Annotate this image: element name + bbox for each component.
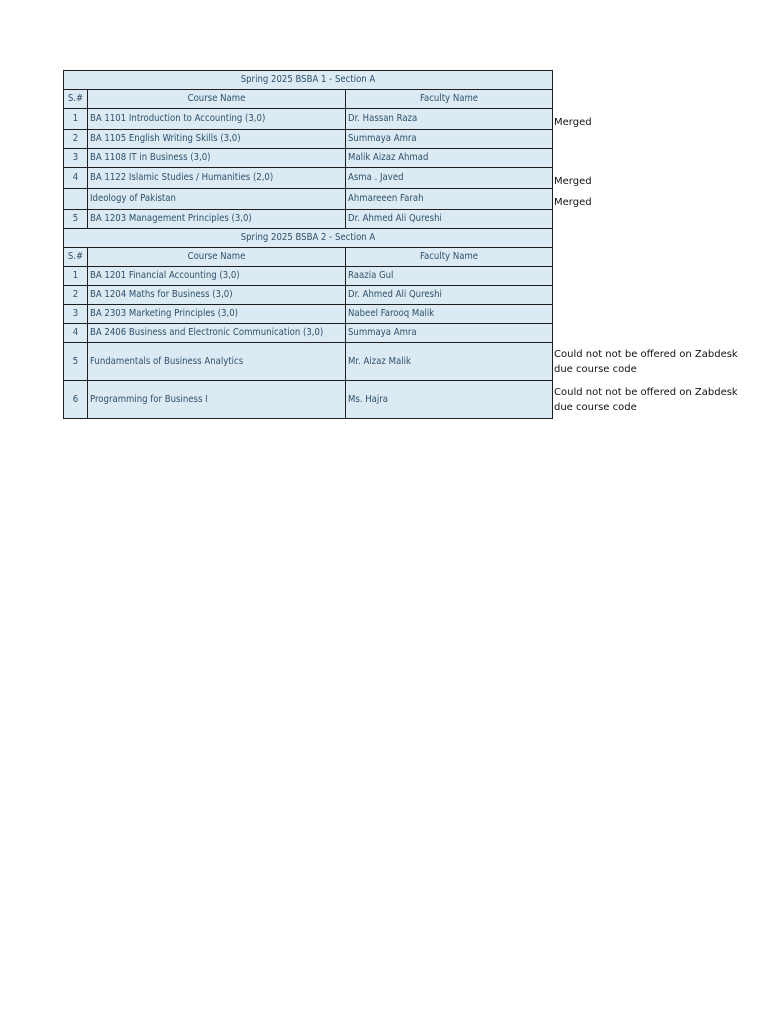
section-title-row [64, 229, 753, 248]
cell-sn: 1 [64, 109, 88, 130]
cell-course: BA 1201 Financial Accounting (3,0) [88, 267, 346, 286]
cell-faculty: Ahmareeen Farah [346, 189, 553, 210]
header-row [64, 90, 753, 109]
table-row [64, 149, 753, 168]
table-row [64, 343, 753, 381]
cell-note [553, 324, 753, 343]
cell-course: Fundamentals of Business Analytics [88, 343, 346, 381]
cell-course: BA 2303 Marketing Principles (3,0) [88, 305, 346, 324]
cell-note: Merged [554, 196, 592, 208]
table-row [64, 189, 753, 210]
table-row [64, 109, 753, 130]
header-sn: S.# [64, 90, 88, 109]
cell-sn: 5 [64, 210, 88, 229]
cell-faculty: Nabeel Farooq Malik [346, 305, 553, 324]
cell-faculty: Dr. Hassan Raza [346, 109, 553, 130]
cell-faculty: Asma . Javed [346, 168, 553, 189]
cell-course: Programming for Business I [88, 381, 346, 419]
table-row [64, 210, 753, 229]
cell-note [553, 305, 753, 324]
table-row [64, 381, 753, 419]
cell-sn: 4 [64, 324, 88, 343]
cell-course: BA 1105 English Writing Skills (3,0) [88, 130, 346, 149]
cell-faculty: Dr. Ahmed Ali Qureshi [346, 210, 553, 229]
cell-sn [64, 189, 88, 210]
section-title-row [64, 71, 753, 90]
cell-note [553, 210, 753, 229]
cell-note [553, 149, 753, 168]
cell-course: BA 1203 Management Principles (3,0) [88, 210, 346, 229]
cell-sn: 2 [64, 130, 88, 149]
section-title: Spring 2025 BSBA 2 - Section A [64, 229, 553, 248]
cell-sn: 5 [64, 343, 88, 381]
cell-note [553, 130, 753, 149]
header-course-name: Course Name [88, 90, 346, 109]
table-row [64, 168, 753, 189]
cell-note: Merged [554, 175, 592, 187]
cell-faculty: Ms. Hajra [346, 381, 553, 419]
cell-course: BA 1108 IT in Business (3,0) [88, 149, 346, 168]
cell-course: BA 1101 Introduction to Accounting (3,0) [88, 109, 346, 130]
section-title: Spring 2025 BSBA 1 - Section A [64, 71, 553, 90]
cell-sn: 1 [64, 267, 88, 286]
cell-faculty: Summaya Amra [346, 324, 553, 343]
cell-faculty: Malik Aizaz Ahmad [346, 149, 553, 168]
table-row [64, 305, 753, 324]
cell-sn: 4 [64, 168, 88, 189]
cell-sn: 6 [64, 381, 88, 419]
cell-course: BA 2406 Business and Electronic Communication (3,0) [88, 324, 346, 343]
cell-sn: 3 [64, 149, 88, 168]
cell-sn: 3 [64, 305, 88, 324]
table-row [64, 130, 753, 149]
cell-faculty: Dr. Ahmed Ali Qureshi [346, 286, 553, 305]
cell-faculty: Mr. Aizaz Malik [346, 343, 553, 381]
header-row [64, 248, 753, 267]
header-faculty-name: Faculty Name [346, 90, 553, 109]
table-row [64, 286, 753, 305]
header-sn: S.# [64, 248, 88, 267]
cell-note: Could not not be offered on Zabdesk due course code [554, 386, 738, 413]
cell-note [553, 267, 753, 286]
cell-course: BA 1204 Maths for Business (3,0) [88, 286, 346, 305]
header-faculty-name: Faculty Name [346, 248, 553, 267]
cell-course: BA 1122 Islamic Studies / Humanities (2,0) [88, 168, 346, 189]
cell-sn: 2 [64, 286, 88, 305]
cell-note: Merged [554, 116, 592, 128]
course-allocation-sheet [63, 70, 753, 419]
table-row [64, 324, 753, 343]
cell-note [553, 286, 753, 305]
cell-faculty: Raazia Gul [346, 267, 553, 286]
header-course-name: Course Name [88, 248, 346, 267]
cell-note: Could not not be offered on Zabdesk due course code [554, 348, 738, 375]
cell-faculty: Summaya Amra [346, 130, 553, 149]
table-row [64, 267, 753, 286]
cell-course: Ideology of Pakistan [88, 189, 346, 210]
